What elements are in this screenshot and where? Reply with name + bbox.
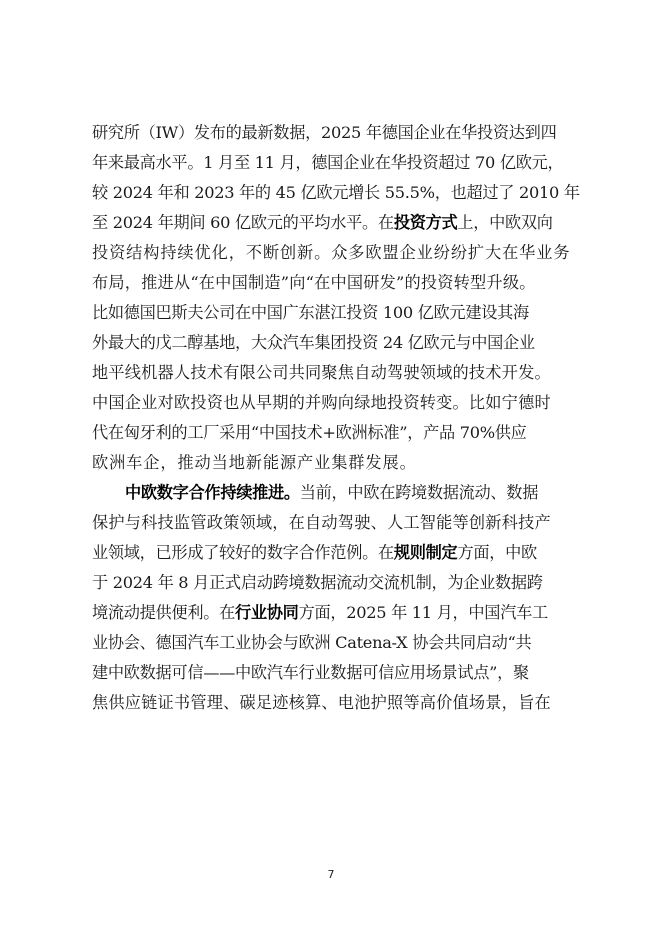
text-line: 至 2024 年期间 60 亿欧元的平均水平。在投资方式上，中欧双向	[92, 213, 553, 232]
text-line: 业领域，已形成了较好的数字合作范例。在规则制定方面，中欧	[92, 543, 537, 562]
text-line: 业协会、德国汽车工业协会与欧洲 Catena-X 协会共同启动“共	[92, 633, 532, 652]
text-line: 投资结构持续优化，不断创新。众多欧盟企业纷纷扩大在华业务	[92, 243, 571, 262]
text-line: 研究所（IW）发布的最新数据，2025 年德国企业在华投资达到四	[92, 123, 557, 142]
page-number: 7	[327, 868, 335, 881]
text-line: 布局，推进从“在中国制造”向“在中国研发”的投资转型升级。	[92, 273, 536, 292]
text-line: 焦供应链证书管理、碳足迹核算、电池护照等高价值场景，旨在	[92, 693, 551, 712]
bold-term: 投资方式	[393, 213, 458, 232]
text-line: 较 2024 年和 2023 年的 45 亿欧元增长 55.5%，也超过了 2010 年	[92, 183, 580, 202]
text-line: 地平线机器人技术有限公司共同聚焦自动驾驶领域的技术开发。	[92, 363, 551, 382]
text-line: 欧洲车企，推动当地新能源产业集群发展。	[92, 453, 417, 472]
text-line: 于 2024 年 8 月正式启动跨境数据流动交流机制，为企业数据跨	[92, 573, 543, 592]
section-lead-line: 中欧数字合作持续推进。当前，中欧在跨境数据流动、数据	[125, 483, 539, 502]
text-line: 外最大的戊二醇基地，大众汽车集团投资 24 亿欧元与中国企业	[92, 333, 535, 352]
text-line: 建中欧数据可信——中欧汽车行业数据可信应用场景试点”，聚	[92, 663, 529, 682]
text-line: 境流动提供便利。在行业协同方面，2025 年 11 月，中国汽车工	[92, 603, 548, 622]
text-line: 保护与科技监管政策领域，在自动驾驶、人工智能等创新科技产	[92, 513, 551, 532]
section-heading: 中欧数字合作持续推进。	[125, 483, 300, 502]
text-line: 年来最高水平。1 月至 11 月，德国企业在华投资超过 70 亿欧元，	[92, 153, 564, 172]
bold-term: 规则制定	[393, 543, 458, 562]
text-line: 代在匈牙利的工厂采用“中国技术+欧洲标准”，产品 70%供应	[92, 423, 527, 442]
text-line: 中国企业对欧投资也从早期的并购向绿地投资转变。比如宁德时	[92, 393, 551, 412]
body-text	[92, 118, 580, 718]
bold-term: 行业协同	[235, 603, 299, 622]
text-line: 比如德国巴斯夫公司在中国广东湛江投资 100 亿欧元建设其海	[92, 303, 529, 322]
